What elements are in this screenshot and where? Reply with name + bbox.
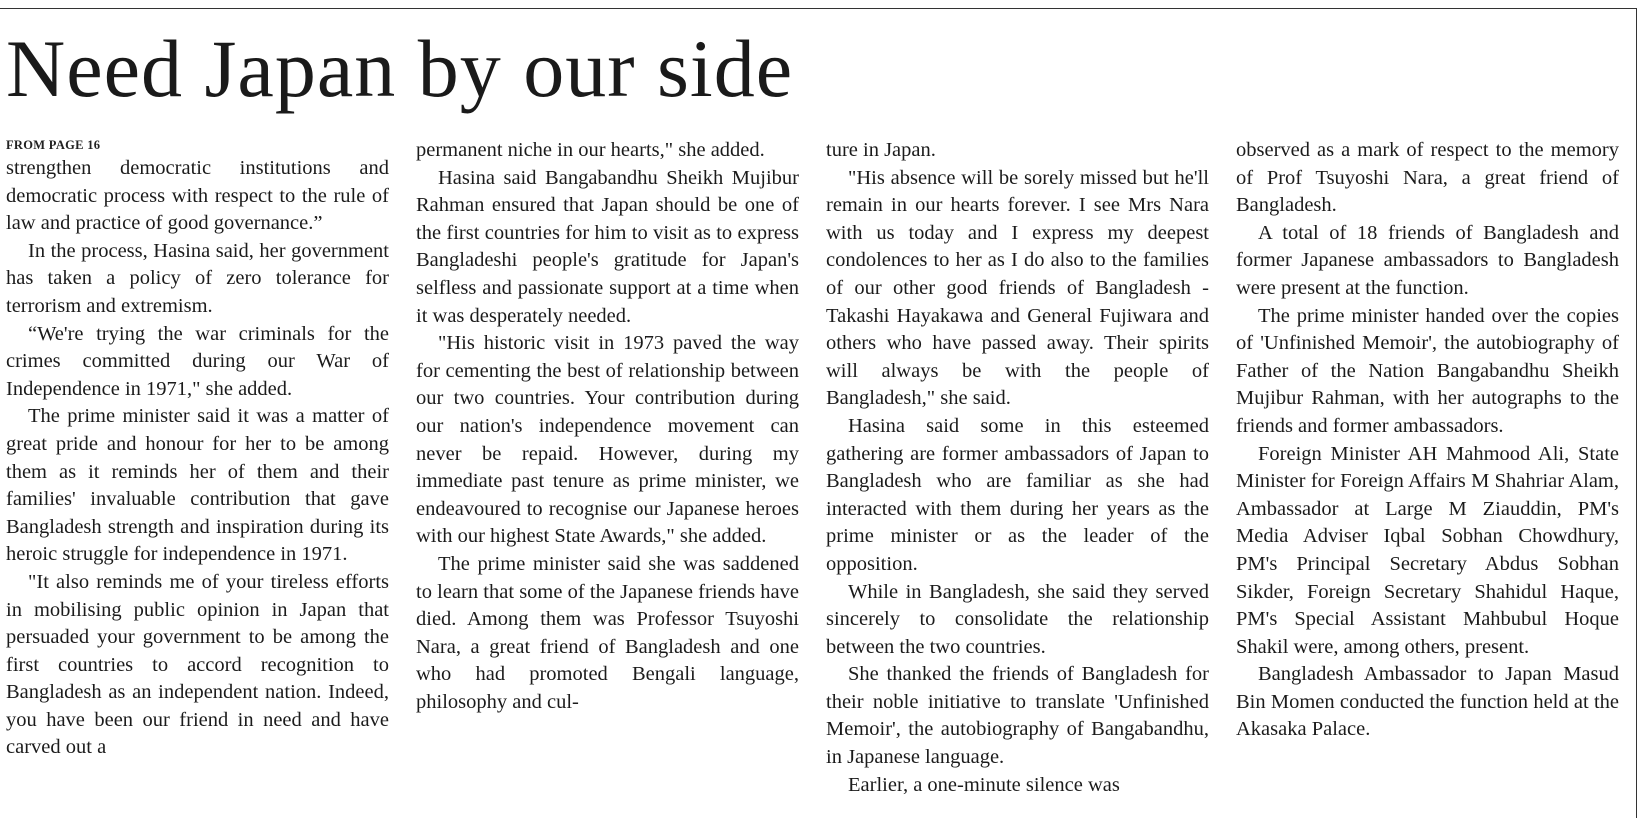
article-column-2: [416, 137, 799, 815]
dateline: FROM PAGE 16: [6, 138, 101, 152]
paragraph: Earlier, a one-minute silence was: [848, 773, 1120, 796]
article-column-4: [1236, 137, 1619, 815]
paragraph: Bangladesh Ambassador to Japan Masud Bin Momen conducted the function held at the Akasaka Palace.: [1236, 663, 1619, 741]
paragraph: In the process, Hasina said, her government has taken a policy of zero tolerance for terrorism and extremism.: [6, 239, 389, 317]
paragraph: The prime minister said she was saddened to learn that some of the Japanese friends have died. Among them was Professor Tsuyoshi Nara, a great friend of Bangladesh and one who had promoted Bengali language, philosophy and cul-: [416, 552, 799, 713]
paragraph: She thanked the friends of Bangladesh for their noble initiative to translate 'Unfinished Memoir', the autobiography of Bangabandhu, in Japanese language.: [826, 663, 1209, 769]
paragraph: ture in Japan.: [826, 139, 936, 161]
headline: Need Japan by our side: [6, 23, 794, 114]
paragraph: Hasina said Bangabandhu Sheikh Mujibur Rahman ensured that Japan should be one of the first countries for him to visit as to express Bangladeshi people's gratitude for Japan's selfless and passionate support at a time when it was desperately needed.: [416, 166, 799, 327]
paragraph: permanent niche in our hearts," she added.: [416, 139, 765, 161]
paragraph: "It also reminds me of your tireless efforts in mobilising public opinion in Japan that persuaded your government to be among the first countries to accord recognition to Bangladesh as an independent nation. Indeed, you have been our friend in need and have carved out a: [6, 570, 389, 759]
article-column-1: [6, 137, 389, 815]
paragraph: A total of 18 friends of Bangladesh and former Japanese ambassadors to Bangladesh were present at the function.: [1236, 221, 1619, 299]
paragraph: The prime minister said it was a matter of great pride and honour for her to be among them as it reminds her of them and their families' invaluable contribution that gave Bangladesh strength and inspiration during its heroic struggle for independence in 1971.: [6, 405, 389, 566]
top-rule: [0, 8, 1636, 9]
article-column-3: [826, 137, 1209, 815]
paragraph: Hasina said some in this esteemed gathering are former ambassadors of Japan to Bangladesh who are familiar as she had interacted with them during her years as the prime minister or as the leader of the opposition.: [826, 414, 1209, 575]
paragraph: While in Bangladesh, she said they served sincerely to consolidate the relationship between the two countries.: [826, 580, 1209, 658]
paragraph: "His absence will be sorely missed but he'll remain in our hearts forever. I see Mrs Nara with us today and I express my deepest condolences to her as I do also to the families of our other good friends of Bangladesh - Takashi Hayakawa and General Fujiwara and others who have passed away. Their spirits will always be with the people of Bangladesh," she said.: [826, 166, 1209, 410]
paragraph: strengthen democratic institutions and democratic process with respect to the rule of law and practice of good governance.”: [6, 157, 389, 235]
right-rule: [1636, 8, 1637, 818]
paragraph: observed as a mark of respect to the memory of Prof Tsuyoshi Nara, a great friend of Bangladesh.: [1236, 139, 1619, 217]
paragraph: The prime minister handed over the copies of 'Unfinished Memoir', the autobiography of Father of the Nation Bangabandhu Sheikh Mujibur Rahman, with her autographs to the friends and former ambassadors.: [1236, 304, 1619, 437]
paragraph: Foreign Minister AH Mahmood Ali, State Minister for Foreign Affairs M Shahriar Alam, Ambassador at Large M Ziauddin, PM's Media Adviser Iqbal Sobhan Chowdhury, PM's Principal Secretary Abdus Sobhan Sikder, Foreign Secretary Shahidul Haque, PM's Special Assistant Mahbubul Hoque Shakil were, among others, present.: [1236, 442, 1619, 658]
paragraph: “We're trying the war criminals for the crimes committed during our War of Independence in 1971," she added.: [6, 322, 389, 400]
paragraph: "His historic visit in 1973 paved the way for cementing the best of relationship between our two countries. Your contribution during our nation's independence movement can never be repaid. However, during my immediate past tenure as prime minister, we endeavoured to recognise our Japanese heroes with our highest State Awards," she added.: [416, 332, 799, 548]
